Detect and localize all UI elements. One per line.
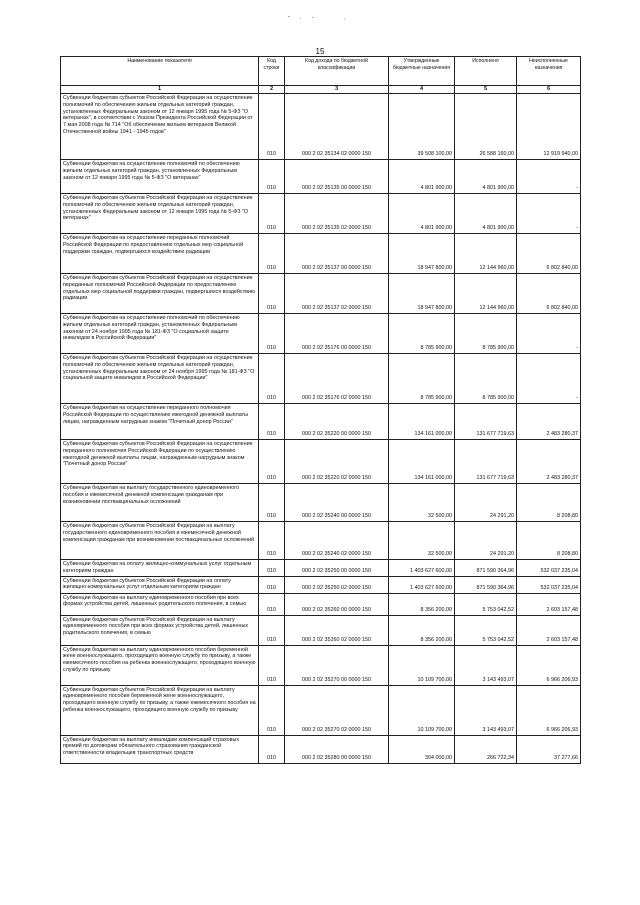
table-row — [61, 274, 581, 314]
row-unexecuted: - — [517, 314, 581, 354]
row-code: 010 — [259, 576, 285, 593]
row-approved: 10 109 700,00 — [389, 645, 455, 685]
row-executed: 12 144 960,00 — [455, 234, 517, 274]
budget-table — [60, 56, 581, 764]
table-row — [61, 522, 581, 560]
header-code: Код строки — [259, 57, 285, 86]
table-row — [61, 735, 581, 763]
row-code: 010 — [259, 194, 285, 234]
row-name: Субвенции бюджетам субъектов Российской Федерации на выплату единовременного пособия беременной жене военнослужащего, проходящего военную службу по призыву, а также ежемесячного пособия на ребенка военнослужащего, проходящего военную службу по призыву — [61, 685, 259, 735]
row-approved: 32 500,00 — [389, 522, 455, 560]
row-unexecuted: 532 037 235,04 — [517, 576, 581, 593]
row-executed: 8 785 900,00 — [455, 314, 517, 354]
row-unexecuted: 6 802 840,00 — [517, 234, 581, 274]
table-row — [61, 615, 581, 645]
row-approved: 4 801 900,00 — [389, 160, 455, 194]
scan-speck — [312, 17, 314, 18]
row-kbk: 000 2 02 35260 02 0000 150 — [285, 615, 389, 645]
row-executed: 3 143 493,07 — [455, 685, 517, 735]
table-row — [61, 645, 581, 685]
row-name: Субвенции бюджетам субъектов Российской Федерации на осуществление полномочий по обеспечению жильем отдельных категорий граждан, установленных Федеральным законом от 12 января 1995 года № 5-ФЗ "О ветеранах" — [61, 194, 259, 234]
row-code: 010 — [259, 94, 285, 160]
scan-speck — [288, 16, 290, 17]
column-number-row — [61, 86, 581, 94]
row-unexecuted: 6 802 840,00 — [517, 274, 581, 314]
table-row — [61, 234, 581, 274]
row-kbk: 000 2 02 35270 02 0000 150 — [285, 685, 389, 735]
row-kbk: 000 2 02 35137 00 0000 150 — [285, 234, 389, 274]
header-executed: Исполнено — [455, 57, 517, 86]
row-kbk: 000 2 02 35250 02 0000 150 — [285, 576, 389, 593]
row-kbk: 000 2 02 35176 00 0000 150 — [285, 314, 389, 354]
row-code: 010 — [259, 615, 285, 645]
row-kbk: 000 2 02 35240 00 0000 150 — [285, 484, 389, 522]
row-name: Субвенции бюджетам субъектов Российской Федерации на выплату государственного единовременного пособия и ежемесячной денежной компенсации гражданам при возникновении поствакцинальных осложнений — [61, 522, 259, 560]
row-approved: 18 947 800,00 — [389, 234, 455, 274]
row-executed: 3 143 493,07 — [455, 645, 517, 685]
row-unexecuted: 8 208,80 — [517, 484, 581, 522]
row-name: Субвенции бюджетам на осуществление полномочий по обеспечению жильем отдельных категорий граждан, установленных Федеральным законом от 24 ноября 1995 года № 181-ФЗ "О социальной защите инвалидов в Российской Федерации" — [61, 314, 259, 354]
row-code: 010 — [259, 234, 285, 274]
row-approved: 304 000,00 — [389, 735, 455, 763]
row-name: Субвенции бюджетам на выплату единовременного пособия беременной жене военнослужащего, проходящего военную службу по призыву, а также ежемесячного пособия на ребенка военнослужащего, проходящего военную службу по призыву — [61, 645, 259, 685]
table-row — [61, 593, 581, 615]
row-kbk: 000 2 02 35270 00 0000 150 — [285, 645, 389, 685]
row-approved: 8 356 200,00 — [389, 593, 455, 615]
row-unexecuted: 6 966 206,93 — [517, 645, 581, 685]
row-kbk: 000 2 02 35176 02 0000 150 — [285, 354, 389, 404]
table-row — [61, 560, 581, 577]
row-code: 010 — [259, 560, 285, 577]
row-kbk: 000 2 02 35135 00 0000 150 — [285, 160, 389, 194]
row-name: Субвенции бюджетам на осуществление переданного полномочия Российской Федерации по осуществлению ежегодной денежной выплаты лицам, награжденным нагрудным знаком "Почетный донор России" — [61, 404, 259, 440]
row-code: 010 — [259, 593, 285, 615]
row-code: 010 — [259, 484, 285, 522]
row-name: Субвенции бюджетам на оплату жилищно-коммунальных услуг отдельным категориям граждан — [61, 560, 259, 577]
column-number: 1 — [61, 86, 259, 94]
row-unexecuted: 2 603 157,48 — [517, 615, 581, 645]
table-row — [61, 685, 581, 735]
row-code: 010 — [259, 522, 285, 560]
row-executed: 12 144 960,00 — [455, 274, 517, 314]
page-number: 15 — [315, 47, 325, 56]
row-unexecuted: - — [517, 194, 581, 234]
row-kbk: 000 2 02 35220 00 0000 150 — [285, 404, 389, 440]
header-unexecuted: Неисполненные назначения — [517, 57, 581, 86]
row-unexecuted: - — [517, 160, 581, 194]
row-code: 010 — [259, 735, 285, 763]
row-approved: 8 356 200,00 — [389, 615, 455, 645]
table-row — [61, 354, 581, 404]
row-unexecuted: 532 037 235,04 — [517, 560, 581, 577]
row-approved: 18 947 800,00 — [389, 274, 455, 314]
row-executed: 8 785 900,00 — [455, 354, 517, 404]
row-approved: 32 500,00 — [389, 484, 455, 522]
row-approved: 10 109 700,00 — [389, 685, 455, 735]
row-approved: 134 161 000,00 — [389, 404, 455, 440]
row-name: Субвенции бюджетам субъектов Российской Федерации на осуществление полномочий по обеспечению жильем отдельных категорий граждан, установленных Федеральным законом от 24 ноября 1995 года № 181-ФЗ "О социальной защите инвалидов в Российской Федерации" — [61, 354, 259, 404]
header-name: Наименование показателя — [61, 57, 259, 86]
row-code: 010 — [259, 354, 285, 404]
row-executed: 24 291,20 — [455, 484, 517, 522]
header-kbk: Код дохода по бюджетной классификации — [285, 57, 389, 86]
row-name: Субвенции бюджетам субъектов Российской Федерации на осуществление переданного полномочия Российской Федерации по осуществлению ежегодной денежной выплаты лицам, награжденным нагрудным знаком "Почетный донор России" — [61, 440, 259, 484]
row-approved: 8 785 900,00 — [389, 314, 455, 354]
row-name: Субвенции бюджетам на выплату государственного единовременного пособия и ежемесячной денежной компенсации гражданам при возникновении поствакцинальных осложнений — [61, 484, 259, 522]
row-approved: 39 508 100,00 — [389, 94, 455, 160]
row-executed: 5 753 042,52 — [455, 593, 517, 615]
row-code: 010 — [259, 645, 285, 685]
row-code: 010 — [259, 314, 285, 354]
row-code: 010 — [259, 685, 285, 735]
row-kbk: 000 2 02 35250 00 0000 150 — [285, 560, 389, 577]
row-kbk: 000 2 02 35134 02 0000 150 — [285, 94, 389, 160]
row-unexecuted: 6 966 206,93 — [517, 685, 581, 735]
column-number: 2 — [259, 86, 285, 94]
row-name: Субвенции бюджетам на осуществление полномочий по обеспечению жильем отдельных категорий граждан, установленных Федеральным законом от 12 января 1995 года № 5-ФЗ "О ветеранах" — [61, 160, 259, 194]
table-row — [61, 314, 581, 354]
row-unexecuted: 12 919 940,00 — [517, 94, 581, 160]
header-row — [61, 57, 581, 86]
row-name: Субвенции бюджетам субъектов Российской Федерации на осуществление полномочий по обеспечению жильем отдельных категорий граждан, установленных Федеральным законом от 12 января 1995 года № 5-ФЗ "О ветеранах", в соответствии с Указом Президента Российской Федерации от 7 мая 2008 года № 714 "Об обеспечении жильем ветеранов Великой Отечественной войны 1941 - 1945 годов" — [61, 94, 259, 160]
row-executed: 266 722,34 — [455, 735, 517, 763]
row-name: Субвенции бюджетам на выплату единовременного пособия при всех формах устройства детей, лишенных родительского попечения, в семью — [61, 593, 259, 615]
row-code: 010 — [259, 274, 285, 314]
row-executed: 4 801 900,00 — [455, 194, 517, 234]
row-unexecuted: 2 603 157,48 — [517, 593, 581, 615]
column-number: 4 — [389, 86, 455, 94]
row-kbk: 000 2 02 35135 02 0000 150 — [285, 194, 389, 234]
column-number: 5 — [455, 86, 517, 94]
row-kbk: 000 2 02 35220 02 0000 150 — [285, 440, 389, 484]
row-executed: 24 291,20 — [455, 522, 517, 560]
row-unexecuted: 37 277,66 — [517, 735, 581, 763]
row-executed: 131 677 719,63 — [455, 440, 517, 484]
row-approved: 134 161 000,00 — [389, 440, 455, 484]
row-approved: 1 403 627 600,00 — [389, 576, 455, 593]
row-executed: 871 590 364,96 — [455, 576, 517, 593]
row-executed: 4 801 900,00 — [455, 160, 517, 194]
row-approved: 4 801 900,00 — [389, 194, 455, 234]
row-executed: 5 753 042,52 — [455, 615, 517, 645]
row-unexecuted: 2 483 280,37 — [517, 440, 581, 484]
column-number: 3 — [285, 86, 389, 94]
column-number: 6 — [517, 86, 581, 94]
header-approved: Утвержденные бюджетные назначения — [389, 57, 455, 86]
row-approved: 8 785 900,00 — [389, 354, 455, 404]
row-name: Субвенции бюджетам на выплату инвалидам компенсаций страховых премий по договорам обязательного страхования гражданской ответственности владельцев транспортных средств — [61, 735, 259, 763]
table-row — [61, 576, 581, 593]
row-kbk: 000 2 02 35240 02 0000 150 — [285, 522, 389, 560]
table-row — [61, 194, 581, 234]
row-code: 010 — [259, 404, 285, 440]
table-row — [61, 484, 581, 522]
row-approved: 1 403 627 600,00 — [389, 560, 455, 577]
row-unexecuted: 8 208,80 — [517, 522, 581, 560]
scan-speck — [300, 18, 301, 19]
row-executed: 131 677 719,63 — [455, 404, 517, 440]
row-name: Субвенции бюджетам субъектов Российской Федерации на оплату жилищно-коммунальных услуг отдельным категориям граждан — [61, 576, 259, 593]
table-row — [61, 160, 581, 194]
row-unexecuted: - — [517, 354, 581, 404]
row-executed: 26 588 160,00 — [455, 94, 517, 160]
row-kbk: 000 2 02 35260 00 0000 150 — [285, 593, 389, 615]
row-code: 010 — [259, 440, 285, 484]
row-kbk: 000 2 02 35137 02 0000 150 — [285, 274, 389, 314]
table-row — [61, 94, 581, 160]
row-name: Субвенции бюджетам на осуществление переданных полномочий Российской Федерации по предоставлению отдельных мер социальной поддержки граждан, подвергшихся воздействию радиации — [61, 234, 259, 274]
row-unexecuted: 2 483 280,37 — [517, 404, 581, 440]
row-kbk: 000 2 02 35280 00 0000 150 — [285, 735, 389, 763]
row-code: 010 — [259, 160, 285, 194]
row-executed: 871 590 364,96 — [455, 560, 517, 577]
table-row — [61, 404, 581, 440]
row-name: Субвенции бюджетам субъектов Российской Федерации на выплату единовременного пособия при всех формах устройства детей, лишенных родительского попечения, в семью — [61, 615, 259, 645]
scan-speck — [344, 19, 345, 20]
table-row — [61, 440, 581, 484]
row-name: Субвенции бюджетам субъектов Российской Федерации на осуществление переданных полномочий Российской Федерации по предоставлению отдельных мер социальной поддержки граждан, подвергшихся воздействию радиации — [61, 274, 259, 314]
